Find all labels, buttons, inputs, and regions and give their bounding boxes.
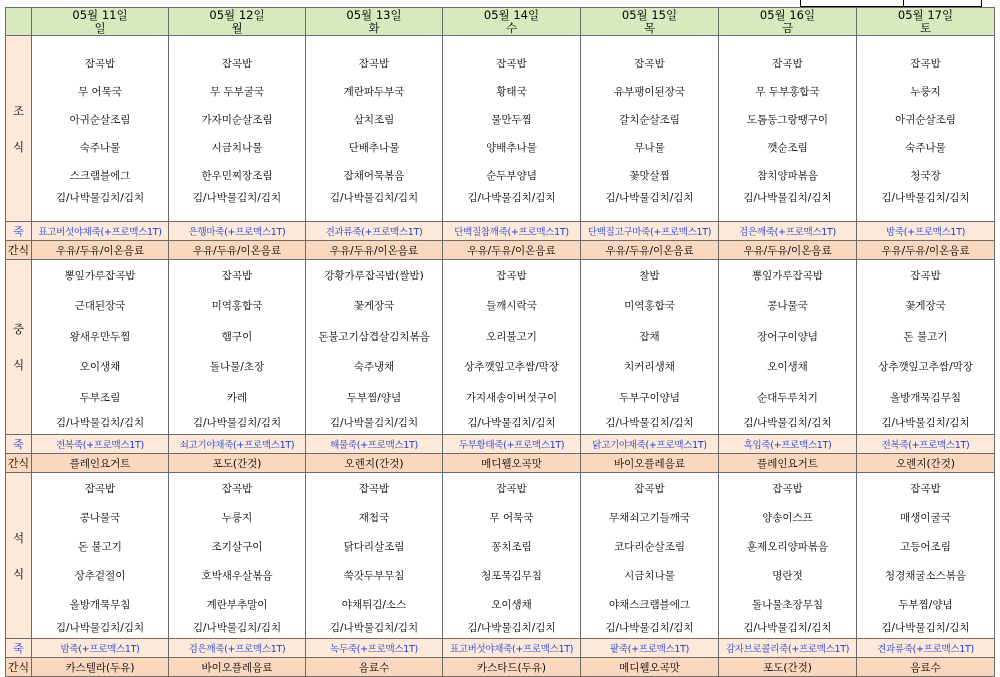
day-of-week: 화 bbox=[368, 20, 380, 35]
menu-item: 도톰동그랑땡구이 bbox=[746, 114, 829, 126]
breakfast-cell bbox=[443, 36, 581, 222]
menu-item: 김/나박물김치/김치 bbox=[743, 192, 832, 204]
breakfast-cell bbox=[169, 36, 306, 222]
menu-item: 김/나박물김치/김치 bbox=[881, 622, 970, 634]
day-header bbox=[306, 8, 443, 36]
lunch-cell bbox=[443, 260, 581, 435]
day-of-week: 월 bbox=[231, 20, 243, 35]
menu-item: 잡곡밥 bbox=[358, 58, 390, 70]
porridge-item: 은행마죽(+프로맥스1T) bbox=[169, 222, 306, 241]
menu-item: 김/나박물김치/김치 bbox=[605, 192, 694, 204]
menu-item: 꽁치조림 bbox=[491, 541, 532, 553]
porridge-item: 단백질참깨죽(+프로맥스1T) bbox=[443, 222, 581, 241]
porridge-label: 죽 bbox=[6, 435, 32, 454]
menu-item: 순대두루치기 bbox=[757, 391, 818, 404]
menu-item: 김/나박물김치/김치 bbox=[55, 622, 145, 634]
dinner-label bbox=[6, 473, 32, 639]
menu-item: 양배추나물 bbox=[486, 142, 537, 154]
menu-item: 김/나박물김치/김치 bbox=[329, 622, 419, 634]
menu-item: 미역홍합국 bbox=[624, 300, 675, 313]
day-header bbox=[443, 8, 581, 36]
menu-item: 무 두부굴국 bbox=[209, 86, 265, 98]
menu-item: 미역홍합국 bbox=[211, 300, 263, 313]
day-of-week: 일 bbox=[94, 20, 106, 35]
menu-item: 계란부추말이 bbox=[206, 599, 268, 611]
menu-item: 아귀순살조림 bbox=[895, 114, 956, 126]
day-header bbox=[857, 8, 995, 36]
menu-item: 오이생채 bbox=[491, 599, 532, 611]
lunch-cell bbox=[857, 260, 995, 435]
menu-item: 숙주나물 bbox=[79, 142, 121, 154]
day-date: 05월 12일 bbox=[209, 7, 265, 22]
menu-item: 호박새우살볶음 bbox=[201, 570, 273, 582]
breakfast-snack-row bbox=[6, 241, 995, 260]
day-of-week: 토 bbox=[919, 20, 932, 35]
dinner-row bbox=[6, 473, 995, 639]
menu-item: 잡곡밥 bbox=[496, 269, 527, 282]
menu-item: 양송이스프 bbox=[762, 512, 813, 524]
menu-item: 시금치나물 bbox=[624, 570, 675, 582]
menu-item: 쑥갓두부무침 bbox=[343, 570, 405, 582]
breakfast-cell bbox=[581, 36, 719, 222]
porridge-item: 표고버섯야채죽(+프로맥스1T) bbox=[443, 639, 581, 658]
menu-item: 김/나박물김치/김치 bbox=[467, 622, 556, 634]
menu-item: 김/나박물김치/김치 bbox=[881, 192, 970, 204]
menu-item: 잡곡밥 bbox=[910, 269, 941, 282]
menu-item: 잡곡밥 bbox=[221, 483, 253, 495]
dinner-cell bbox=[719, 473, 857, 639]
menu-item: 잡곡밥 bbox=[221, 58, 253, 70]
menu-item: 가자미순살조림 bbox=[201, 114, 273, 126]
menu-item: 황태국 bbox=[496, 86, 527, 98]
menu-item: 돈불고기삼겹살김치볶음 bbox=[318, 330, 430, 343]
menu-item: 돌나물초장무침 bbox=[751, 599, 823, 611]
menu-item: 무 어묵국 bbox=[489, 512, 534, 524]
snack-item: 우유/두유/이온음료 bbox=[169, 241, 306, 260]
menu-item: 갈치순살조림 bbox=[619, 114, 680, 126]
porridge-label: 죽 bbox=[6, 639, 32, 658]
day-date: 05월 17일 bbox=[897, 7, 954, 22]
menu-item: 잡곡밥 bbox=[496, 483, 527, 495]
day-date: 05월 16일 bbox=[759, 7, 816, 22]
menu-item: 잡곡밥 bbox=[772, 483, 803, 495]
porridge-item: 표고버섯야채죽(+프로맥스1T) bbox=[32, 222, 169, 241]
header-row bbox=[6, 8, 995, 36]
dinner-cell bbox=[169, 473, 306, 639]
menu-item: 잡곡밥 bbox=[358, 483, 390, 495]
dinner-cell bbox=[443, 473, 581, 639]
lunch-cell bbox=[581, 260, 719, 435]
porridge-item: 전복죽(+프로맥스1T) bbox=[32, 435, 169, 454]
porridge-item: 단백질고구마죽(+프로맥스1T) bbox=[581, 222, 719, 241]
porridge-item: 감자브로콜리죽(+프로맥스1T) bbox=[719, 639, 857, 658]
porridge-item: 검은깨죽(+프로맥스1T) bbox=[169, 639, 306, 658]
header-corner bbox=[6, 8, 32, 36]
snack-item: 음료수 bbox=[306, 658, 443, 677]
breakfast-cell bbox=[306, 36, 443, 222]
menu-item: 가지새송이버섯구이 bbox=[465, 391, 558, 404]
lunch-cell bbox=[169, 260, 306, 435]
menu-item: 들깨시락국 bbox=[486, 300, 537, 313]
snack-item: 플레인요거트 bbox=[719, 454, 857, 473]
porridge-item: 녹두죽(+프로맥스1T) bbox=[306, 639, 443, 658]
day-of-week: 수 bbox=[505, 20, 518, 35]
menu-item: 콩나물국 bbox=[79, 512, 121, 524]
porridge-item: 닭고기야채죽(+프로맥스1T) bbox=[581, 435, 719, 454]
dinner-cell bbox=[857, 473, 995, 639]
porridge-item: 밤죽(+프로맥스1T) bbox=[857, 222, 995, 241]
porridge-item: 밤죽(+프로맥스1T) bbox=[32, 639, 169, 658]
menu-item: 재첩국 bbox=[358, 512, 390, 524]
day-date: 05월 15일 bbox=[621, 7, 678, 22]
menu-item: 콩나물국 bbox=[767, 300, 808, 313]
menu-item: 누룽지 bbox=[910, 86, 941, 98]
snack-item: 카스타드(두유) bbox=[443, 658, 581, 677]
day-date: 05월 14일 bbox=[483, 7, 540, 22]
breakfast-cell bbox=[857, 36, 995, 222]
menu-item: 닭다리살조림 bbox=[343, 541, 405, 553]
menu-item: 카레 bbox=[226, 391, 248, 404]
menu-item: 명란젓 bbox=[772, 570, 803, 582]
porridge-item: 쇠고기야채죽(+프로맥스1T) bbox=[169, 435, 306, 454]
porridge-item: 전복죽(+프로맥스1T) bbox=[857, 435, 995, 454]
snack-item: 포도(간것) bbox=[169, 454, 306, 473]
menu-item: 장어구이양념 bbox=[757, 330, 818, 343]
menu-item: 무 두부홍합국 bbox=[755, 86, 820, 98]
porridge-label: 죽 bbox=[6, 222, 32, 241]
menu-item: 참치양파볶음 bbox=[757, 170, 818, 182]
menu-item: 찰밥 bbox=[639, 269, 660, 282]
lunch-label-1: 중 bbox=[12, 322, 25, 336]
menu-item: 두부구이양념 bbox=[619, 391, 680, 404]
dinner-snack-row bbox=[6, 658, 995, 677]
day-header bbox=[169, 8, 306, 36]
menu-item: 상추깻잎고추쌈/막장 bbox=[464, 361, 559, 374]
menu-item: 물만두찜 bbox=[491, 114, 532, 126]
porridge-item: 검은깨죽(+프로맥스1T) bbox=[719, 222, 857, 241]
menu-item: 뽕잎가루잡곡밥 bbox=[751, 269, 823, 282]
menu-item: 상추깻잎고추쌈/막장 bbox=[878, 361, 973, 374]
snack-item: 플레인요거트 bbox=[32, 454, 169, 473]
porridge-item: 두부황태죽(+프로맥스1T) bbox=[443, 435, 581, 454]
day-date: 05월 13일 bbox=[346, 7, 402, 22]
menu-item: 단배추나물 bbox=[348, 142, 400, 154]
day-of-week: 금 bbox=[781, 20, 794, 35]
dinner-label-1: 석 bbox=[12, 530, 25, 545]
breakfast-cell bbox=[719, 36, 857, 222]
menu-item: 왕새우만두찜 bbox=[69, 330, 131, 343]
menu-item: 무채쇠고기들깨국 bbox=[608, 512, 691, 524]
day-header bbox=[32, 8, 169, 36]
menu-item: 숙주냉채 bbox=[353, 361, 395, 374]
menu-item: 김/나박물김치/김치 bbox=[467, 192, 556, 204]
menu-item: 유부팽이된장국 bbox=[613, 86, 685, 98]
menu-item: 돈 불고기 bbox=[78, 541, 122, 553]
menu-item: 스크램블에그 bbox=[69, 170, 131, 182]
menu-item: 삼치조림 bbox=[353, 114, 395, 126]
menu-item: 잡곡밥 bbox=[634, 483, 665, 495]
menu-item: 김/나박물김치/김치 bbox=[605, 417, 694, 430]
menu-item: 잡곡밥 bbox=[496, 58, 527, 70]
menu-item: 잡곡밥 bbox=[84, 58, 116, 70]
dinner-cell bbox=[581, 473, 719, 639]
menu-item: 상추겉절이 bbox=[74, 570, 126, 582]
menu-item: 무 어묵국 bbox=[78, 86, 122, 98]
snack-item: 바이오플레음료 bbox=[169, 658, 306, 677]
menu-item: 꽃맛살찜 bbox=[629, 170, 670, 182]
menu-item: 숙주나물 bbox=[905, 142, 946, 154]
menu-item: 김/나박물김치/김치 bbox=[743, 622, 832, 634]
lunch-label-2: 식 bbox=[12, 358, 25, 372]
menu-item: 두부찜/양념 bbox=[346, 391, 402, 404]
snack-label: 간식 bbox=[6, 454, 32, 473]
weekly-meal-table bbox=[5, 7, 995, 677]
menu-item: 야채튀김/소스 bbox=[341, 599, 407, 611]
snack-item: 우유/두유/이온음료 bbox=[581, 241, 719, 260]
menu-item: 순두부양념 bbox=[486, 170, 537, 182]
snack-item: 우유/두유/이온음료 bbox=[32, 241, 169, 260]
dinner-label-2: 식 bbox=[12, 566, 25, 581]
snack-item: 오렌지(간것) bbox=[857, 454, 995, 473]
snack-item: 메디웰오곡맛 bbox=[443, 454, 581, 473]
menu-item: 청경채굴소스볶음 bbox=[884, 570, 967, 582]
menu-item: 오이생채 bbox=[767, 361, 808, 374]
menu-item: 뽕잎가루잡곡밥 bbox=[64, 269, 136, 282]
lunch-cell bbox=[306, 260, 443, 435]
menu-item: 꽃게장국 bbox=[905, 300, 946, 313]
menu-item: 김/나박물김치/김치 bbox=[743, 417, 832, 430]
menu-item: 코다리순살조림 bbox=[613, 541, 685, 553]
day-of-week: 목 bbox=[643, 20, 656, 35]
menu-item: 잡곡밥 bbox=[772, 58, 803, 70]
breakfast-label-2: 식 bbox=[12, 139, 25, 154]
menu-item: 근대된장국 bbox=[74, 300, 126, 313]
snack-item: 우유/두유/이온음료 bbox=[306, 241, 443, 260]
lunch-porridge-row bbox=[6, 435, 995, 454]
menu-item: 청포묵김무침 bbox=[481, 570, 542, 582]
menu-item: 계란파두부국 bbox=[343, 86, 405, 98]
lunch-row bbox=[6, 260, 995, 435]
menu-item: 잡채 bbox=[639, 330, 660, 343]
breakfast-cell bbox=[32, 36, 169, 222]
day-date: 05월 11일 bbox=[72, 7, 128, 22]
porridge-item: 견과류죽(+프로맥스1T) bbox=[857, 639, 995, 658]
menu-item: 한우민찌장조림 bbox=[201, 170, 273, 182]
snack-item: 우유/두유/이온음료 bbox=[443, 241, 581, 260]
menu-item: 돈 불고기 bbox=[903, 330, 948, 343]
menu-item: 누룽지 bbox=[221, 512, 253, 524]
menu-item: 훈제오리양파볶음 bbox=[746, 541, 829, 553]
menu-item: 잡곡밥 bbox=[910, 58, 941, 70]
menu-item: 아귀순살조림 bbox=[69, 114, 131, 126]
snack-item: 음료수 bbox=[857, 658, 995, 677]
snack-item: 우유/두유/이온음료 bbox=[719, 241, 857, 260]
menu-item: 김/나박물김치/김치 bbox=[329, 192, 419, 204]
menu-item: 잡곡밥 bbox=[634, 58, 665, 70]
dinner-cell bbox=[32, 473, 169, 639]
menu-item: 김/나박물김치/김치 bbox=[192, 192, 282, 204]
breakfast-porridge-row bbox=[6, 222, 995, 241]
menu-item: 두부찜/양념 bbox=[898, 599, 953, 611]
snack-item: 포도(간것) bbox=[719, 658, 857, 677]
menu-item: 매생이굴국 bbox=[900, 512, 951, 524]
snack-label: 간식 bbox=[6, 241, 32, 260]
menu-item: 김/나박물김치/김치 bbox=[192, 417, 282, 430]
snack-item: 카스텔라(두유) bbox=[32, 658, 169, 677]
snack-item: 바이오플레음료 bbox=[581, 454, 719, 473]
lunch-cell bbox=[719, 260, 857, 435]
menu-item: 올방개묵무침 bbox=[69, 599, 131, 611]
porridge-item: 견과류죽(+프로맥스1T) bbox=[306, 222, 443, 241]
snack-item: 우유/두유/이온음료 bbox=[857, 241, 995, 260]
menu-item: 잡채어묵볶음 bbox=[343, 170, 405, 182]
menu-item: 오리불고기 bbox=[486, 330, 537, 343]
menu-item: 청국장 bbox=[910, 170, 941, 182]
menu-item: 두부조림 bbox=[79, 391, 121, 404]
dinner-porridge-row bbox=[6, 639, 995, 658]
menu-item: 김/나박물김치/김치 bbox=[192, 622, 282, 634]
menu-item: 김/나박물김치/김치 bbox=[881, 417, 970, 430]
menu-item: 강황가루잡곡밥(쌀밥) bbox=[324, 269, 424, 282]
menu-item: 야채스크램블에그 bbox=[608, 599, 691, 611]
breakfast-label-1: 조 bbox=[12, 103, 25, 118]
top-corner-marks bbox=[800, 0, 982, 7]
menu-item: 무나물 bbox=[634, 142, 665, 154]
menu-item: 꽃게장국 bbox=[353, 300, 395, 313]
menu-item: 햄구이 bbox=[221, 330, 253, 343]
menu-item: 잡곡밥 bbox=[221, 269, 253, 282]
menu-item: 시금치나물 bbox=[211, 142, 263, 154]
menu-item: 김/나박물김치/김치 bbox=[467, 417, 556, 430]
breakfast-label bbox=[6, 36, 32, 222]
menu-item: 김/나박물김치/김치 bbox=[55, 417, 145, 430]
dinner-cell bbox=[306, 473, 443, 639]
day-header bbox=[581, 8, 719, 36]
menu-item: 오이생채 bbox=[79, 361, 121, 374]
menu-item: 조기살구이 bbox=[211, 541, 263, 553]
lunch-snack-row bbox=[6, 454, 995, 473]
snack-item: 메디웰오곡맛 bbox=[581, 658, 719, 677]
menu-item: 돌나물/초장 bbox=[209, 361, 265, 374]
menu-item: 김/나박물김치/김치 bbox=[329, 417, 419, 430]
menu-item: 올방개묵김무침 bbox=[889, 391, 961, 404]
lunch-cell bbox=[32, 260, 169, 435]
menu-item: 잡곡밥 bbox=[84, 483, 116, 495]
breakfast-row bbox=[6, 36, 995, 222]
porridge-item: 해물죽(+프로맥스1T) bbox=[306, 435, 443, 454]
porridge-item: 흑임죽(+프로맥스1T) bbox=[719, 435, 857, 454]
day-header bbox=[719, 8, 857, 36]
menu-item: 깻순조림 bbox=[767, 142, 808, 154]
menu-item: 고등어조림 bbox=[900, 541, 951, 553]
menu-item: 김/나박물김치/김치 bbox=[55, 192, 145, 204]
snack-label: 간식 bbox=[6, 658, 32, 677]
lunch-label bbox=[6, 260, 32, 435]
menu-item: 잡곡밥 bbox=[910, 483, 941, 495]
menu-item: 김/나박물김치/김치 bbox=[605, 622, 694, 634]
porridge-item: 팥죽(+프로맥스1T) bbox=[581, 639, 719, 658]
snack-item: 오렌지(간것) bbox=[306, 454, 443, 473]
menu-item: 치커리생채 bbox=[624, 361, 675, 374]
